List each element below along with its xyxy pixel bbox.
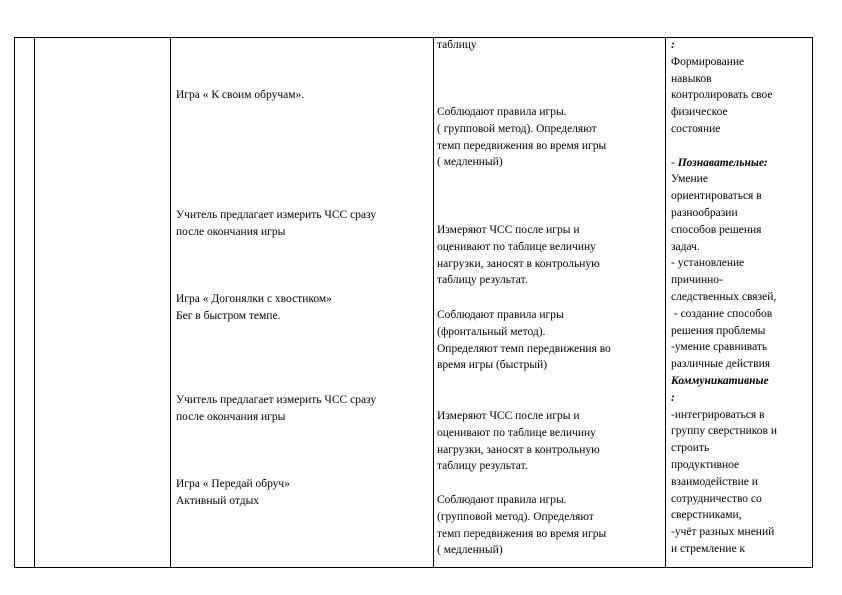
- text-line: физическое: [671, 106, 728, 119]
- column-border-5: [665, 37, 666, 568]
- text-line: нагрузки, заносят в контрольную: [437, 443, 600, 456]
- text-line: следственных связей,: [671, 290, 777, 303]
- text-line: Измеряют ЧСС после игры и: [437, 410, 580, 422]
- text-line: различные действия: [671, 358, 771, 371]
- text-line: ( медленный): [437, 156, 503, 169]
- text-line: темп передвижения во время игры: [437, 139, 607, 152]
- column-border-2: [34, 37, 35, 568]
- table-bottom-border: [14, 567, 812, 568]
- text-line: (групповой метод). Определяют: [437, 510, 594, 523]
- column-border-6: [812, 37, 813, 568]
- text-line: таблицу: [437, 39, 477, 51]
- text-line: и стремление к: [671, 542, 746, 555]
- cognitive-title: Познавательные:: [677, 156, 768, 169]
- outcomes-column: [671, 37, 777, 558]
- text-line: Игра « Догонялки с хвостиком»: [176, 293, 332, 305]
- teacher-hr-instruction-2: [176, 392, 376, 426]
- text-line: таблицу результат.: [437, 460, 528, 473]
- text-line: Умение: [671, 173, 708, 186]
- text-line: Бег в быстром темпе.: [176, 309, 281, 322]
- text-line: строить: [671, 442, 710, 455]
- column-border-4: [433, 37, 434, 568]
- text-line: - установление: [671, 257, 745, 270]
- text-line: Учитель предлагает измерить ЧСС сразу: [176, 394, 377, 406]
- text-line: после окончания игры: [176, 225, 286, 238]
- text-line: состояние: [671, 122, 721, 135]
- text-line: оценивают по таблице величину: [437, 426, 596, 439]
- text-line: контролировать свое: [671, 89, 773, 102]
- cognitive-dash: -: [671, 156, 678, 169]
- spacer: [671, 138, 777, 155]
- text-line: группу сверстников и: [671, 425, 777, 438]
- cognitive-heading: [671, 155, 777, 172]
- text-line: Соблюдают правила игры.: [437, 106, 567, 118]
- text-line: -учёт разных мнений: [671, 526, 775, 539]
- game-tag-tail-title: [176, 291, 332, 325]
- game-pass-hoop-title: [176, 476, 290, 510]
- text-line: Соблюдают правила игры: [437, 309, 564, 321]
- text-line: время игры (быстрый): [437, 359, 548, 372]
- text-line: Определяют темп передвижения во: [437, 342, 611, 355]
- text-line: Измеряют ЧСС после игры и: [437, 224, 580, 236]
- text-line: Игра « К своим обручам».: [176, 89, 305, 101]
- communicative-colon: :: [671, 391, 675, 404]
- text-line: нагрузки, заносят в контрольную: [437, 257, 600, 270]
- text-line: -умение сравнивать: [671, 341, 768, 354]
- student-activity-hr-2: [437, 408, 600, 475]
- teacher-hr-instruction-1: [176, 207, 376, 241]
- text-line: (фронтальный метод).: [437, 325, 546, 338]
- column-border-3: [170, 37, 171, 568]
- text-line: после окончания игры: [176, 410, 286, 423]
- text-line: сотрудничество со: [671, 492, 762, 505]
- communicative-title: Коммуникативные: [671, 374, 769, 387]
- text-line: -интегрироваться в: [671, 408, 765, 421]
- text-line: решения проблемы: [671, 324, 766, 337]
- text-line: ( медленный): [437, 544, 503, 557]
- student-activity-hr-1: [437, 222, 600, 289]
- text-line: темп передвижения во время игры: [437, 527, 607, 540]
- text-line: ориентироваться в: [671, 190, 762, 203]
- text-line: навыков: [671, 72, 712, 85]
- student-activity-rules-3: [437, 492, 606, 559]
- text-line: Формирование: [671, 55, 745, 68]
- text-line: Учитель предлагает измерить ЧСС сразу: [176, 209, 377, 221]
- text-line: продуктивное: [671, 458, 740, 471]
- text-line: причинно-: [671, 274, 723, 287]
- text-line: таблицу результат.: [437, 274, 528, 287]
- text-line: разнообразии: [671, 206, 738, 219]
- outcomes-colon: :: [671, 39, 675, 51]
- text-line: Игра « Передай обруч»: [176, 478, 290, 490]
- text-line: Активный отдых: [176, 494, 260, 507]
- student-activity-rules-2: [437, 307, 611, 374]
- game-hoops-title: [176, 87, 304, 104]
- text-line: способов решения: [671, 223, 762, 236]
- text-line: взаимодействие и: [671, 475, 758, 488]
- student-activity-table-cont: [437, 37, 477, 54]
- text-line: ( групповой метод). Определяют: [437, 122, 597, 135]
- column-border-1: [14, 37, 15, 568]
- student-activity-rules-1: [437, 104, 606, 171]
- text-line: задач.: [671, 240, 700, 253]
- text-line: Соблюдают правила игры.: [437, 494, 567, 506]
- text-line: сверстниками,: [671, 509, 742, 522]
- text-line: оценивают по таблице величину: [437, 240, 596, 253]
- text-line: - создание способов: [671, 307, 773, 320]
